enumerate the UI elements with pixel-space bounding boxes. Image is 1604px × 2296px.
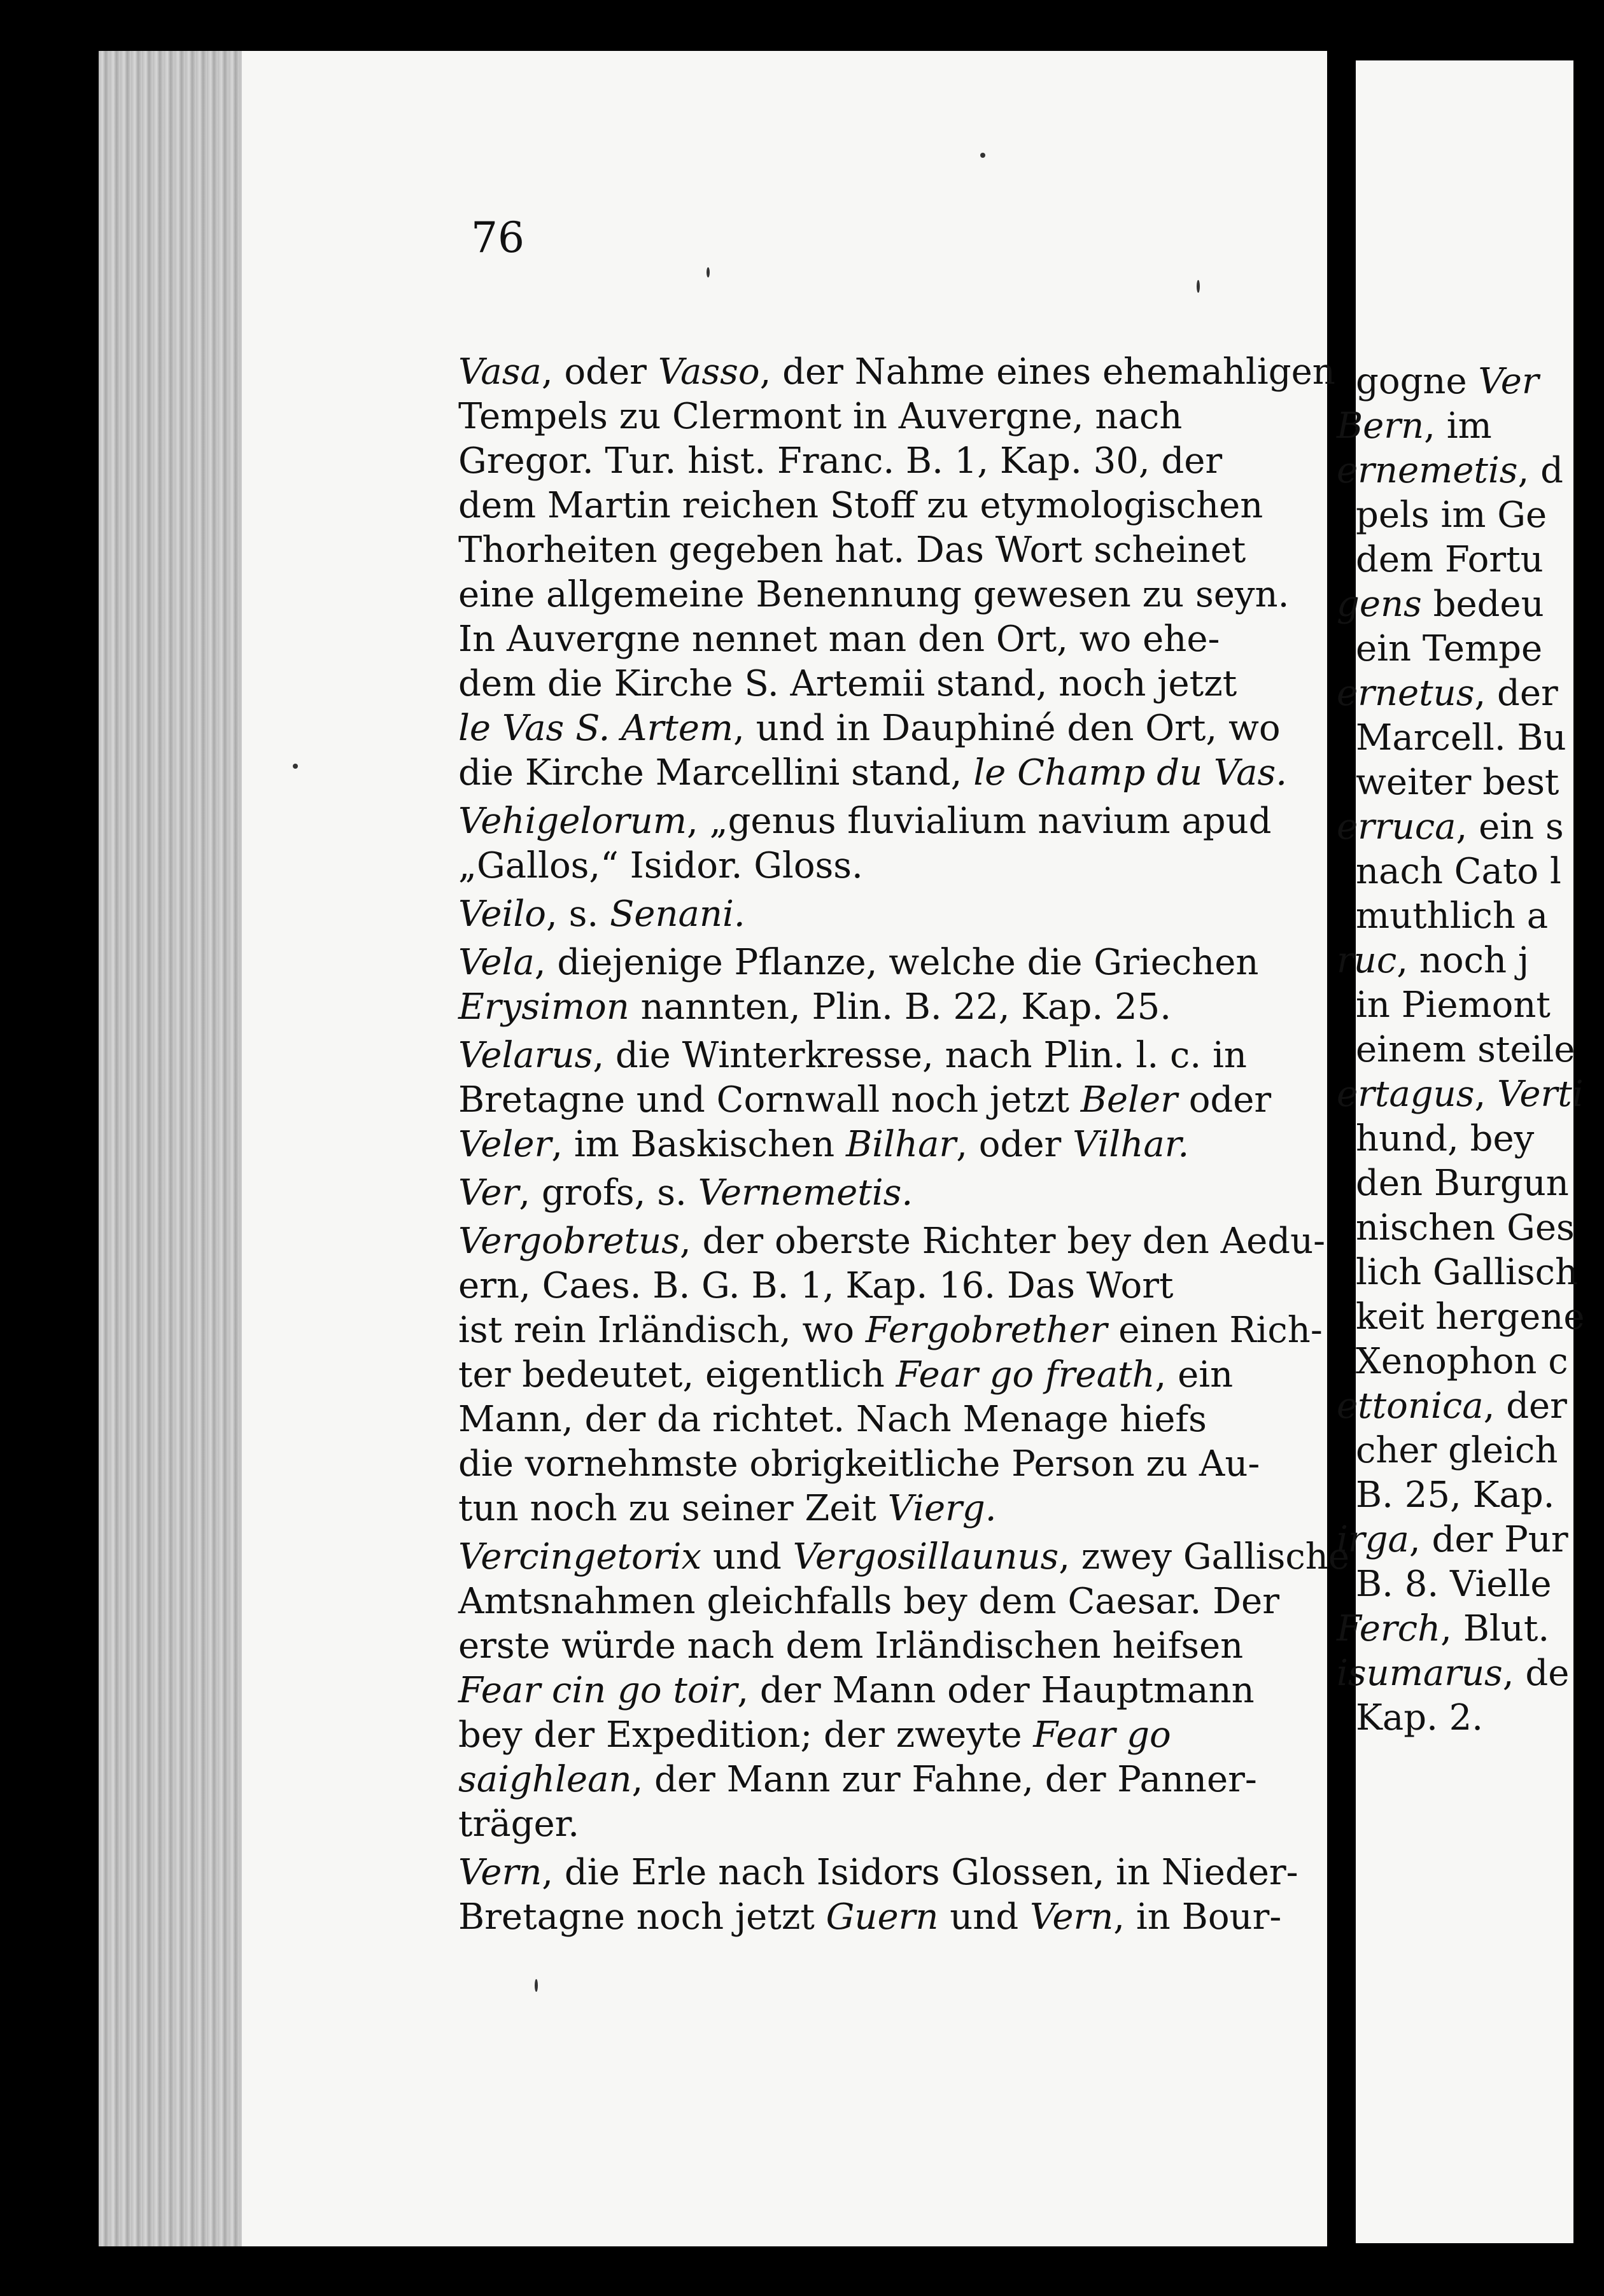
paper-speck bbox=[707, 267, 710, 277]
text-line bbox=[1337, 1518, 1604, 1562]
text-line bbox=[1337, 1473, 1604, 1518]
italic-term: Vasso bbox=[658, 351, 760, 393]
text-run: ern, Caes. B. G. B. 1, Kap. 16. Das Wort bbox=[458, 1265, 1174, 1306]
text-line bbox=[1337, 1651, 1604, 1696]
text-run: oder bbox=[1177, 1079, 1272, 1121]
italic-term: Ferch bbox=[1337, 1608, 1441, 1649]
text-run: Bretagne noch jetzt bbox=[458, 1896, 826, 1938]
text-line bbox=[1337, 939, 1604, 983]
text-line bbox=[1337, 1117, 1604, 1161]
text-run: , im Baskischen bbox=[551, 1124, 846, 1165]
italic-term: Vierg. bbox=[887, 1488, 997, 1529]
italic-term: Vasa bbox=[458, 351, 542, 393]
italic-term: ertagus bbox=[1337, 1074, 1475, 1115]
text-run: Kap. 2. bbox=[1356, 1697, 1484, 1739]
italic-term: Fergobrether bbox=[865, 1310, 1108, 1351]
italic-term: Fear go bbox=[1033, 1714, 1171, 1756]
text-run: die vornehmste obrigkeitliche Person zu Au- bbox=[458, 1443, 1260, 1485]
text-line bbox=[1337, 360, 1604, 404]
text-run: muthlich a bbox=[1356, 895, 1549, 937]
italic-term: Veilo bbox=[458, 893, 546, 935]
italic-term: Vern bbox=[458, 1852, 542, 1893]
left-page bbox=[242, 51, 1349, 2246]
text-run: Thorheiten gegeben hat. Das Wort scheinet bbox=[458, 529, 1246, 571]
text-line bbox=[1337, 582, 1604, 627]
italic-term: Senani. bbox=[609, 893, 745, 935]
text-line bbox=[1337, 1384, 1604, 1429]
text-run: den Burgun bbox=[1356, 1163, 1569, 1204]
italic-term: Velarus bbox=[458, 1035, 593, 1076]
text-run: einen Rich- bbox=[1107, 1310, 1323, 1351]
text-run: , der bbox=[1474, 673, 1558, 714]
text-run: lich Gallisch bbox=[1356, 1252, 1579, 1293]
text-run: bey der Expedition; der zweyte bbox=[458, 1714, 1034, 1756]
text-run: hund, bey bbox=[1356, 1118, 1535, 1159]
text-run: ist rein Irländisch, wo bbox=[458, 1310, 866, 1351]
text-run: , Blut. bbox=[1440, 1608, 1550, 1649]
italic-term: isumarus bbox=[1337, 1653, 1503, 1694]
text-run: , „genus fluvialium navium apud bbox=[686, 801, 1272, 842]
text-line bbox=[1337, 1340, 1604, 1384]
text-line bbox=[1337, 983, 1604, 1028]
italic-term: Fear go freath bbox=[896, 1354, 1155, 1396]
text-run: , oder bbox=[956, 1124, 1073, 1165]
text-run: , ein s bbox=[1456, 806, 1564, 848]
text-run: , diejenige Pflanze, welche die Griechen bbox=[534, 942, 1259, 983]
text-run: Tempels zu Clermont in Auvergne, nach bbox=[458, 396, 1183, 437]
text-run: „Gallos,“ Isidor. Gloss. bbox=[458, 845, 863, 886]
italic-term: Vehigelorum bbox=[458, 801, 687, 842]
text-run: , noch j bbox=[1396, 940, 1530, 981]
text-run: pels im Ge bbox=[1356, 494, 1547, 536]
text-run: , in Bour- bbox=[1113, 1896, 1282, 1938]
text-run: dem die Kirche S. Artemii stand, noch jetzt bbox=[458, 663, 1237, 704]
text-run: cher gleich bbox=[1356, 1430, 1558, 1471]
right-page-fragment bbox=[1337, 60, 1585, 2243]
italic-term: Verti bbox=[1497, 1074, 1584, 1115]
text-run: erste würde nach dem Irländischen heifsen bbox=[458, 1625, 1244, 1667]
text-line bbox=[1337, 894, 1604, 939]
text-run: bedeu bbox=[1421, 584, 1544, 625]
italic-term: Ver bbox=[1478, 361, 1539, 402]
text-run: gogne bbox=[1356, 361, 1479, 402]
paper-speck bbox=[980, 153, 985, 158]
text-run: , s. bbox=[545, 893, 610, 935]
text-line bbox=[1337, 1072, 1604, 1117]
text-run: und bbox=[938, 1896, 1031, 1938]
paper-speck bbox=[293, 764, 298, 769]
text-run: B. 25, Kap. bbox=[1356, 1474, 1555, 1516]
text-run: Mann, der da richtet. Nach Menage hiefs bbox=[458, 1399, 1207, 1440]
paper-speck bbox=[1197, 280, 1200, 293]
text-run: , ein bbox=[1155, 1354, 1234, 1396]
italic-term: ettonica bbox=[1337, 1385, 1484, 1427]
italic-term: Fear cin go toir bbox=[458, 1670, 738, 1711]
text-line bbox=[1337, 671, 1604, 716]
italic-term: Vercingetorix bbox=[458, 1536, 702, 1578]
text-run: Amtsnahmen gleichfalls bey dem Caesar. Der bbox=[458, 1581, 1279, 1622]
text-run: nischen Ges bbox=[1356, 1207, 1575, 1249]
text-line bbox=[1337, 1250, 1604, 1295]
text-run: nach Cato l bbox=[1356, 851, 1561, 892]
text-line bbox=[1337, 760, 1604, 805]
text-run: weiter best bbox=[1356, 762, 1559, 803]
text-run: , bbox=[1474, 1074, 1498, 1115]
book-gutter bbox=[99, 51, 245, 2246]
italic-term: Bern bbox=[1337, 405, 1425, 447]
text-line bbox=[1337, 850, 1604, 894]
text-run: Marcell. Bu bbox=[1356, 717, 1566, 759]
text-run: , der bbox=[1483, 1385, 1567, 1427]
text-run: , die Winterkresse, nach Plin. l. c. in bbox=[593, 1035, 1247, 1076]
italic-term: Ver bbox=[458, 1172, 519, 1214]
text-run: ter bedeutet, eigentlich bbox=[458, 1354, 896, 1396]
text-line bbox=[1337, 1429, 1604, 1473]
text-run: , und in Dauphiné den Ort, wo bbox=[733, 708, 1281, 749]
text-run: , grofs, s. bbox=[519, 1172, 698, 1214]
text-line bbox=[1337, 805, 1604, 850]
text-line bbox=[1337, 1206, 1604, 1250]
italic-term: le Champ du Vas. bbox=[973, 752, 1288, 794]
text-run: träger. bbox=[458, 1803, 580, 1845]
italic-term: Bilhar bbox=[845, 1124, 957, 1165]
text-run: einem steile bbox=[1356, 1029, 1575, 1070]
text-line bbox=[1337, 1562, 1604, 1607]
text-run: , oder bbox=[541, 351, 658, 393]
italic-term: irga bbox=[1337, 1519, 1409, 1560]
text-run: Bretagne und Cornwall noch jetzt bbox=[458, 1079, 1081, 1121]
paper-speck bbox=[535, 1979, 538, 1992]
text-run: , de bbox=[1502, 1653, 1570, 1694]
text-line bbox=[1337, 449, 1604, 493]
text-line bbox=[1337, 538, 1604, 582]
text-run: und bbox=[701, 1536, 793, 1578]
text-line bbox=[1337, 1295, 1604, 1340]
text-run: dem Fortu bbox=[1356, 539, 1544, 580]
text-run: Xenophon c bbox=[1356, 1341, 1568, 1382]
italic-term: gens bbox=[1337, 584, 1422, 625]
text-run: ein Tempe bbox=[1356, 628, 1543, 669]
text-run: dem Martin reichen Stoff zu etymologischen bbox=[458, 485, 1263, 526]
page-number: 76 bbox=[471, 213, 524, 262]
text-run: , die Erle nach Isidors Glossen, in Nieder- bbox=[542, 1852, 1298, 1893]
text-run: , der Pur bbox=[1409, 1519, 1568, 1560]
italic-term: ernetus bbox=[1337, 673, 1475, 714]
italic-term: Vergobretus bbox=[458, 1221, 680, 1262]
text-line bbox=[1337, 1028, 1604, 1072]
text-line bbox=[1337, 1161, 1604, 1206]
text-run: tun noch zu seiner Zeit bbox=[458, 1488, 888, 1529]
text-run: B. 8. Vielle bbox=[1356, 1564, 1552, 1605]
italic-term: Beler bbox=[1080, 1079, 1178, 1121]
text-run: keit hergene bbox=[1356, 1296, 1585, 1338]
italic-term: erruca bbox=[1337, 806, 1456, 848]
text-line bbox=[1337, 716, 1604, 760]
text-run: , der oberste Richter bey den Aedu- bbox=[679, 1221, 1326, 1262]
italic-term: le Vas S. Artem bbox=[458, 708, 734, 749]
italic-term: Vela bbox=[458, 942, 535, 983]
italic-term: Erysimon bbox=[458, 986, 630, 1028]
right-page-text bbox=[1337, 360, 1604, 1740]
text-line bbox=[1337, 493, 1604, 538]
text-line bbox=[1337, 1696, 1604, 1740]
text-run: , der Nahme eines ehemahligen bbox=[759, 351, 1335, 393]
text-run: , im bbox=[1424, 405, 1492, 447]
italic-term: ruc bbox=[1337, 940, 1397, 981]
text-run: , d bbox=[1517, 450, 1563, 491]
text-line bbox=[1337, 1607, 1604, 1651]
text-run: , der Mann zur Fahne, der Panner- bbox=[631, 1759, 1257, 1800]
text-run: nannten, Plin. B. 22, Kap. 25. bbox=[629, 986, 1172, 1028]
text-run: Gregor. Tur. hist. Franc. B. 1, Kap. 30, der bbox=[458, 440, 1223, 482]
text-run: , zwey Gallische bbox=[1059, 1536, 1349, 1578]
italic-term: Vergosillaunus bbox=[792, 1536, 1059, 1578]
italic-term: ernemetis bbox=[1337, 450, 1518, 491]
italic-term: Vernemetis. bbox=[698, 1172, 913, 1214]
italic-term: Vern bbox=[1030, 1896, 1114, 1938]
text-line bbox=[1337, 627, 1604, 671]
text-run: die Kirche Marcellini stand, bbox=[458, 752, 974, 794]
italic-term: Veler bbox=[458, 1124, 552, 1165]
italic-term: Guern bbox=[826, 1896, 939, 1938]
text-run: in Piemont bbox=[1356, 984, 1551, 1026]
text-run: In Auvergne nennet man den Ort, wo ehe- bbox=[458, 619, 1220, 660]
italic-term: Vilhar. bbox=[1073, 1124, 1190, 1165]
text-run: , der Mann oder Hauptmann bbox=[737, 1670, 1255, 1711]
text-line bbox=[1337, 404, 1604, 449]
text-run: eine allgemeine Benennung gewesen zu seyn. bbox=[458, 574, 1290, 615]
italic-term: saighlean bbox=[458, 1759, 632, 1800]
